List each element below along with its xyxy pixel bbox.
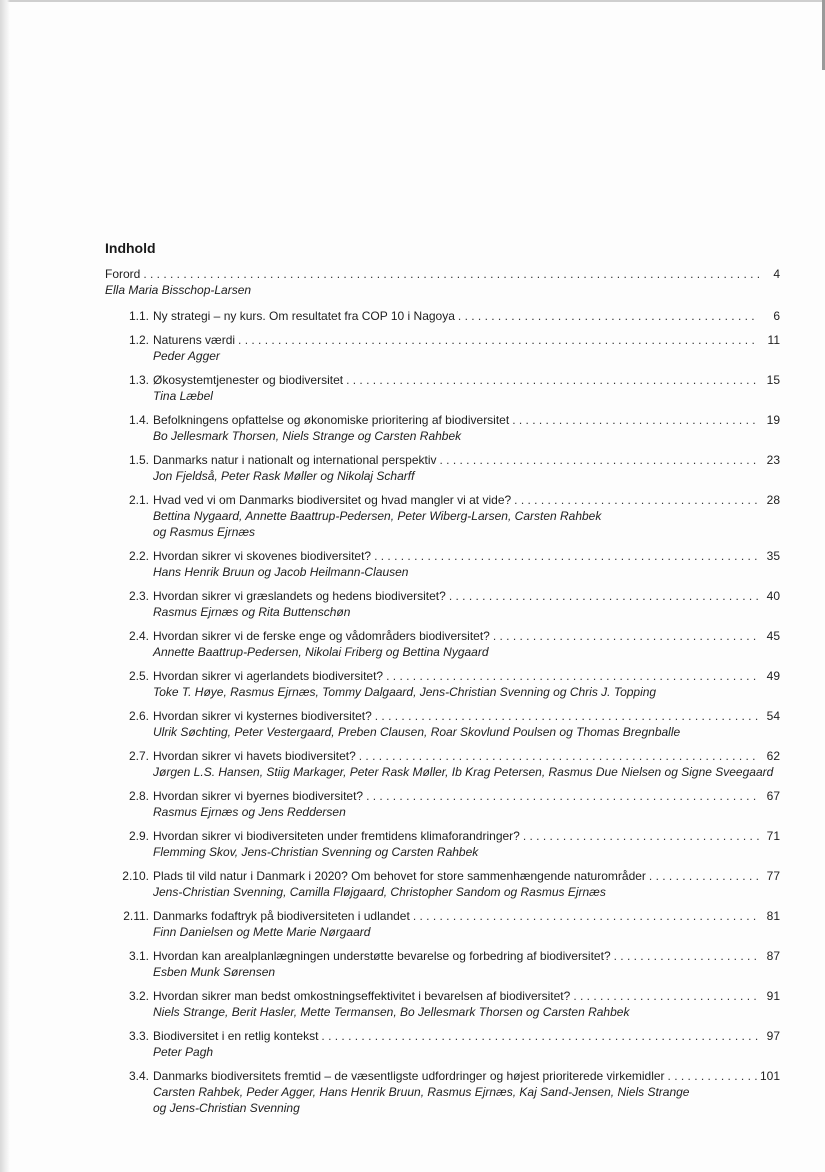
entry-number: 2.1. xyxy=(128,493,149,507)
entry-title: Danmarks biodiversitets fremtid – de væsentligste udfordringer og højest prioriterede virkemidler xyxy=(153,1069,665,1083)
entry-number: 2.3. xyxy=(128,589,149,603)
leader-dots xyxy=(649,868,759,884)
toc-entry xyxy=(105,988,780,1020)
entry-number: 1.4. xyxy=(128,413,149,427)
entry-title: Hvordan kan arealplanlægningen understøtte bevarelse og forbedring af biodiversitet? xyxy=(153,949,611,963)
entry-authors: Tina Læbel xyxy=(153,389,213,403)
entry-page-number: 81 xyxy=(766,909,780,923)
entry-page-number: 40 xyxy=(766,589,780,603)
toc-entry xyxy=(105,332,780,364)
entry-authors: Jørgen L.S. Hansen, Stiig Markager, Peter Rask Møller, Ib Krag Petersen, Rasmus Due Nielsen og Signe Sveegaard xyxy=(153,765,774,779)
entry-number: 3.2. xyxy=(128,989,149,1003)
entry-number: 2.2. xyxy=(128,549,149,563)
entry-page-number: 15 xyxy=(766,373,780,387)
toc-entry xyxy=(105,908,780,940)
toc-entry xyxy=(105,308,780,324)
leader-dots xyxy=(143,266,759,282)
entry-number: 3.1. xyxy=(128,949,149,963)
toc-entry xyxy=(105,548,780,580)
toc-entry xyxy=(105,452,780,484)
entry-title: Hvordan sikrer vi græslandets og hedens biodiversitet? xyxy=(153,589,446,603)
entry-authors: Bo Jellesmark Thorsen, Niels Strange og Carsten Rahbek xyxy=(153,429,462,443)
entry-number: 1.1. xyxy=(128,309,149,323)
entry-page-number: 11 xyxy=(767,333,780,347)
entry-title: Befolkningens opfattelse og økonomiske prioritering af biodiversitet xyxy=(153,413,510,427)
toc-entries xyxy=(105,308,780,1116)
entry-title: Plads til vild natur i Danmark i 2020? Om behovet for store sammenhængende naturområder xyxy=(153,869,646,883)
entry-title: Biodiversitet i en retlig kontekst xyxy=(153,1029,319,1043)
entry-authors: Jon Fjeldså, Peter Rask Møller og Nikolaj Scharff xyxy=(153,469,415,483)
entry-number: 3.3. xyxy=(128,1029,149,1043)
entry-title: Ny strategi – ny kurs. Om resultatet fra COP 10 i Nagoya xyxy=(153,309,455,323)
leader-dots xyxy=(374,548,759,564)
entry-number: 2.11. xyxy=(123,909,149,923)
entry-title: Hvordan sikrer man bedst omkostningseffektivitet i bevarelsen af biodiversitet? xyxy=(153,989,571,1003)
entry-title: Hvordan sikrer vi byernes biodiversitet? xyxy=(153,789,364,803)
entry-page-number: 67 xyxy=(766,789,780,803)
table-of-contents xyxy=(105,240,780,1124)
entry-number: 2.6. xyxy=(128,709,149,723)
entry-title: Danmarks natur i nationalt og international perspektiv xyxy=(153,453,437,467)
leader-dots xyxy=(386,668,759,684)
entry-page-number: 101 xyxy=(759,1069,780,1083)
entry-authors: Esben Munk Sørensen xyxy=(153,965,276,979)
entry-title: Hvordan sikrer vi agerlandets biodiversitet? xyxy=(153,669,384,683)
entry-number: 2.8. xyxy=(128,789,149,803)
leader-dots xyxy=(366,788,759,804)
toc-heading: Indhold xyxy=(105,240,156,256)
toc-entry xyxy=(105,788,780,820)
leader-dots xyxy=(238,332,759,348)
entry-authors: Bettina Nygaard, Annette Baattrup-Pedersen, Peter Wiberg-Larsen, Carsten Rahbek xyxy=(153,509,602,523)
entry-title: Naturens værdi xyxy=(153,333,236,347)
toc-entry xyxy=(105,708,780,740)
toc-entry-foreword xyxy=(105,266,780,298)
leader-dots xyxy=(458,308,759,324)
entry-title: Hvordan sikrer vi skovenes biodiversitet? xyxy=(153,549,372,563)
toc-entry xyxy=(105,588,780,620)
leader-dots xyxy=(440,452,760,468)
entry-number: 3.4. xyxy=(128,1069,149,1083)
entry-authors: og Jens-Christian Svenning xyxy=(153,1101,300,1115)
entry-title: Hvordan sikrer vi biodiversiteten under fremtidens klimaforandringer? xyxy=(153,829,520,843)
entry-number: 2.4. xyxy=(128,629,149,643)
entry-page-number: 45 xyxy=(766,629,780,643)
leader-dots xyxy=(449,588,759,604)
entry-authors: og Rasmus Ejrnæs xyxy=(153,525,256,539)
leader-dots xyxy=(573,988,759,1004)
toc-entry xyxy=(105,1028,780,1060)
leader-dots xyxy=(512,412,759,428)
scan-edge-left xyxy=(0,0,10,1172)
entry-page-number: 35 xyxy=(766,549,780,563)
toc-entry xyxy=(105,412,780,444)
leader-dots xyxy=(413,908,759,924)
entry-authors: Flemming Skov, Jens-Christian Svenning og Carsten Rahbek xyxy=(153,845,479,859)
entry-number: 2.10. xyxy=(122,869,149,883)
entry-authors: Niels Strange, Berit Hasler, Mette Termansen, Bo Jellesmark Thorsen og Carsten Rahbek xyxy=(153,1005,630,1019)
entry-page-number: 77 xyxy=(766,869,780,883)
leader-dots xyxy=(514,492,759,508)
toc-entry xyxy=(105,948,780,980)
toc-entry xyxy=(105,372,780,404)
entry-page-number: 87 xyxy=(766,949,780,963)
leader-dots xyxy=(523,828,759,844)
leader-dots xyxy=(346,372,759,388)
toc-entry xyxy=(105,868,780,900)
entry-number: 2.5. xyxy=(128,669,149,683)
leader-dots xyxy=(668,1068,757,1084)
entry-page-number: 19 xyxy=(766,413,780,427)
leader-dots xyxy=(614,948,759,964)
entry-authors: Jens-Christian Svenning, Camilla Fløjgaard, Christopher Sandom og Rasmus Ejrnæs xyxy=(153,885,606,899)
toc-entry xyxy=(105,1068,780,1116)
entry-authors: Ella Maria Bisschop-Larsen xyxy=(105,283,252,297)
toc-entry xyxy=(105,748,780,780)
entry-number: 2.9. xyxy=(128,829,149,843)
entry-page-number: 4 xyxy=(773,267,780,281)
leader-dots xyxy=(359,748,759,764)
entry-title: Økosystemtjenester og biodiversitet xyxy=(153,373,344,387)
entry-title: Forord xyxy=(105,267,141,281)
entry-title: Hvordan sikrer vi de ferske enge og vådområders biodiversitet? xyxy=(153,629,490,643)
entry-title: Hvordan sikrer vi havets biodiversitet? xyxy=(153,749,356,763)
scan-edge-top xyxy=(0,0,825,2)
entry-number: 1.3. xyxy=(128,373,149,387)
entry-number: 1.5. xyxy=(128,453,149,467)
entry-page-number: 97 xyxy=(766,1029,780,1043)
entry-number: 1.2. xyxy=(128,333,149,347)
entry-title: Danmarks fodaftryk på biodiversiteten i udlandet xyxy=(153,909,410,923)
entry-authors: Peder Agger xyxy=(153,349,220,363)
entry-page-number: 6 xyxy=(773,309,780,323)
entry-page-number: 71 xyxy=(766,829,780,843)
entry-page-number: 62 xyxy=(766,749,780,763)
entry-authors: Peter Pagh xyxy=(153,1045,214,1059)
entry-page-number: 91 xyxy=(766,989,780,1003)
entry-title: Hvad ved vi om Danmarks biodiversitet og hvad mangler vi at vide? xyxy=(153,493,512,507)
entry-page-number: 23 xyxy=(766,453,780,467)
entry-authors: Rasmus Ejrnæs og Rita Buttenschøn xyxy=(153,605,351,619)
entry-page-number: 54 xyxy=(766,709,780,723)
toc-entry xyxy=(105,628,780,660)
entry-page-number: 28 xyxy=(766,493,780,507)
entry-number: 2.7. xyxy=(128,749,149,763)
entry-authors: Toke T. Høye, Rasmus Ejrnæs, Tommy Dalgaard, Jens-Christian Svenning og Chris J. Topping xyxy=(153,685,657,699)
entry-authors: Finn Danielsen og Mette Marie Nørgaard xyxy=(153,925,371,939)
toc-entry xyxy=(105,828,780,860)
toc-entry xyxy=(105,668,780,700)
entry-page-number: 49 xyxy=(766,669,780,683)
leader-dots xyxy=(321,1028,759,1044)
toc-entry xyxy=(105,492,780,540)
entry-authors: Hans Henrik Bruun og Jacob Heilmann-Clausen xyxy=(153,565,409,579)
leader-dots xyxy=(375,708,759,724)
entry-authors: Rasmus Ejrnæs og Jens Reddersen xyxy=(153,805,346,819)
entry-authors: Carsten Rahbek, Peder Agger, Hans Henrik Bruun, Rasmus Ejrnæs, Kaj Sand-Jensen, Niels Strange xyxy=(153,1085,690,1099)
entry-authors: Annette Baattrup-Pedersen, Nikolai Friberg og Bettina Nygaard xyxy=(153,645,489,659)
entry-authors: Ulrik Søchting, Peter Vestergaard, Preben Clausen, Roar Skovlund Poulsen og Thomas Bregnballe xyxy=(153,725,681,739)
entry-title: Hvordan sikrer vi kysternes biodiversitet? xyxy=(153,709,372,723)
leader-dots xyxy=(493,628,759,644)
